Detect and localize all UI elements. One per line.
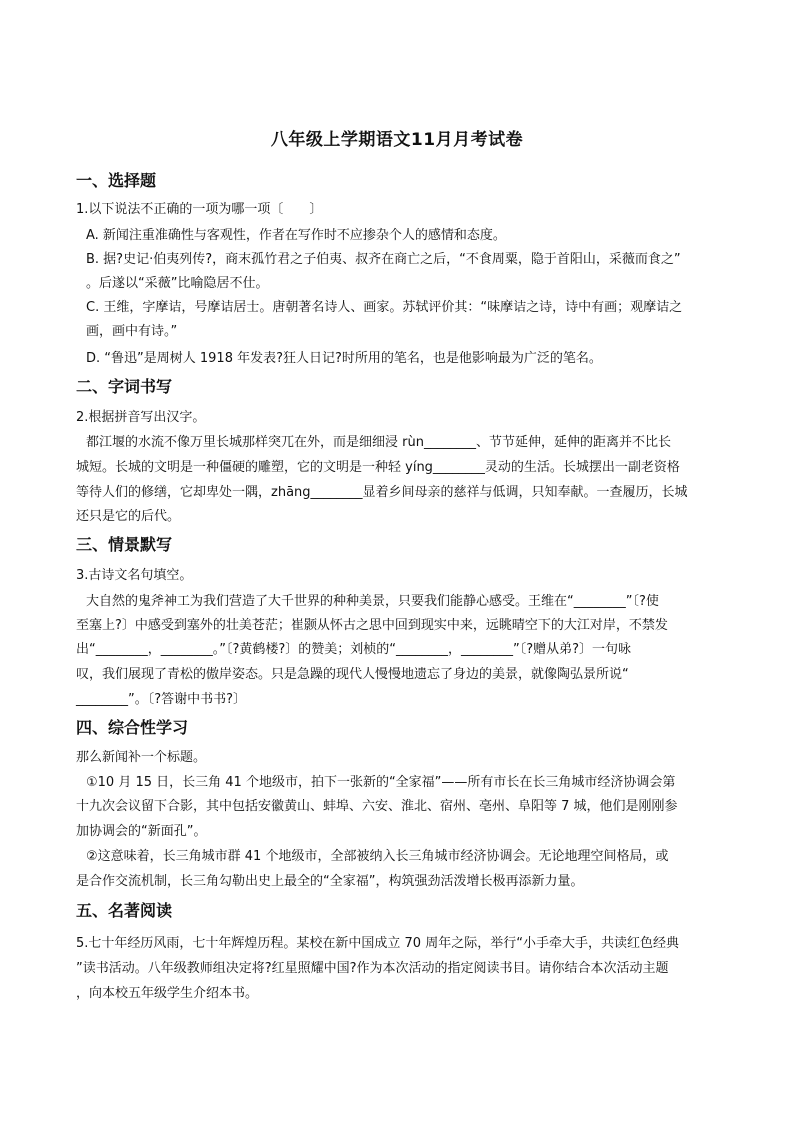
q1-option-a: A. 新闻注重准确性与客观性，作者在写作时不应掺杂个人的感情和态度。	[86, 228, 506, 243]
q1-option-c-line1: C. 王维，字摩诘，号摩诘居士。唐朝著名诗人、画家。苏轼评价其：“味摩诘之诗，诗中有画；观摩诘之	[86, 300, 683, 315]
q5-line1: 5.七十年经历风雨，七十年辉煌历程。某校在新中国成立 70 周年之际，举行“小手牵大手，共读红色经典	[76, 936, 679, 951]
q1-option-d: D. “鲁迅”是周树人 1918 年发表?狂人日记?时所用的笔名，也是他影响最为广泛的笔名。	[86, 351, 602, 366]
q5-line3: ，向本校五年级学生介绍本书。	[76, 986, 259, 1001]
q1-stem: 1.以下说法不正确的一项为哪一项〔 〕	[76, 202, 323, 217]
q3-passage-line5: ________”。〔?答谢中书书?〕	[76, 692, 247, 707]
q2-passage-line1: 都江堰的水流不像万里长城那样突兀在外，而是细细浸 rùn________、节节延伸，延伸的距离并不比长	[86, 435, 671, 450]
section-heading-writing: 二、字词书写	[76, 377, 173, 396]
q4-para2-line2: 是合作交流机制，长三角勾勒出史上最全的“全家福”，构筑强劲活泼增长极再添新力量。	[76, 874, 584, 889]
section-heading-recitation: 三、情景默写	[76, 535, 173, 554]
q2-passage-line2: 城短。长城的文明是一种僵硬的雕塑，它的文明是一种轻 yíng________灵动的生活。长城摆出一副老资格	[76, 460, 680, 475]
q4-para2-line1: ②这意味着，长三角城市群 41 个地级市，全部被纳入长三角城市经济协调会。无论地理空间格局，或	[86, 849, 669, 864]
q3-passage-line4: 叹，我们展现了青松的傲岸姿态。只是急躁的现代人慢慢地遗忘了身边的美景，就像陶弘景所说“	[76, 667, 629, 682]
q2-stem: 2.根据拼音写出汉字。	[76, 410, 206, 425]
q4-para1-line3: 加协调会的“新面孔”。	[76, 824, 207, 839]
q4-para1-line1: ①10 月 15 日，长三角 41 个地级市，拍下一张新的“全家福”——所有市长在长三角城市经济协调会第	[86, 775, 676, 790]
q3-passage-line1: 大自然的鬼斧神工为我们营造了大千世界的种种美景，只要我们能静心感受。王维在“________”〔?使	[86, 594, 659, 609]
q2-passage-line3: 等待人们的修缮，它却卑处一隅，zhāng________显着乡间母亲的慈祥与低调，只知奉献。一查履历，长城	[76, 485, 688, 500]
q4-para1-line2: 十九次会议留下合影，其中包括安徽黄山、蚌埠、六安、淮北、宿州、亳州、阜阳等 7 城，他们是刚刚参	[76, 799, 678, 814]
page-title: 八年级上学期语文11月月考试卷	[270, 130, 524, 150]
q3-passage-line3: 出“________，________。”〔?黄鹤楼?〕的赞美；刘桢的“________，________”〔?赠从弟?〕一句咏	[76, 642, 632, 657]
q5-line2: ”读书活动。八年级教师组决定将?红星照耀中国?作为本次活动的指定阅读书目。请你结合本次活动主题	[76, 961, 669, 976]
q1-option-b-line2: 。后遂以“采薇”比喻隐居不仕。	[86, 276, 269, 291]
q1-option-c-line2: 画，画中有诗。”	[86, 324, 178, 339]
q3-passage-line2: 至塞上?〕中感受到塞外的壮美苍茫；崔颢从怀古之思中回到现实中来，远眺晴空下的大江对岸，不禁发	[76, 618, 668, 633]
q2-passage-line4: 还只是它的后代。	[76, 509, 181, 524]
section-heading-comprehensive: 四、综合性学习	[76, 718, 189, 737]
section-heading-classics: 五、名著阅读	[76, 901, 173, 920]
q1-option-b-line1: B. 据?史记·伯夷列传?，商末孤竹君之子伯夷、叔齐在商亡之后，“不食周粟，隐于首阳山，采薇而食之”	[86, 252, 681, 267]
q3-stem: 3.古诗文名句填空。	[76, 568, 193, 583]
q4-stem: 那么新闻补一个标题。	[76, 750, 207, 765]
section-heading-choice: 一、选择题	[76, 171, 157, 190]
